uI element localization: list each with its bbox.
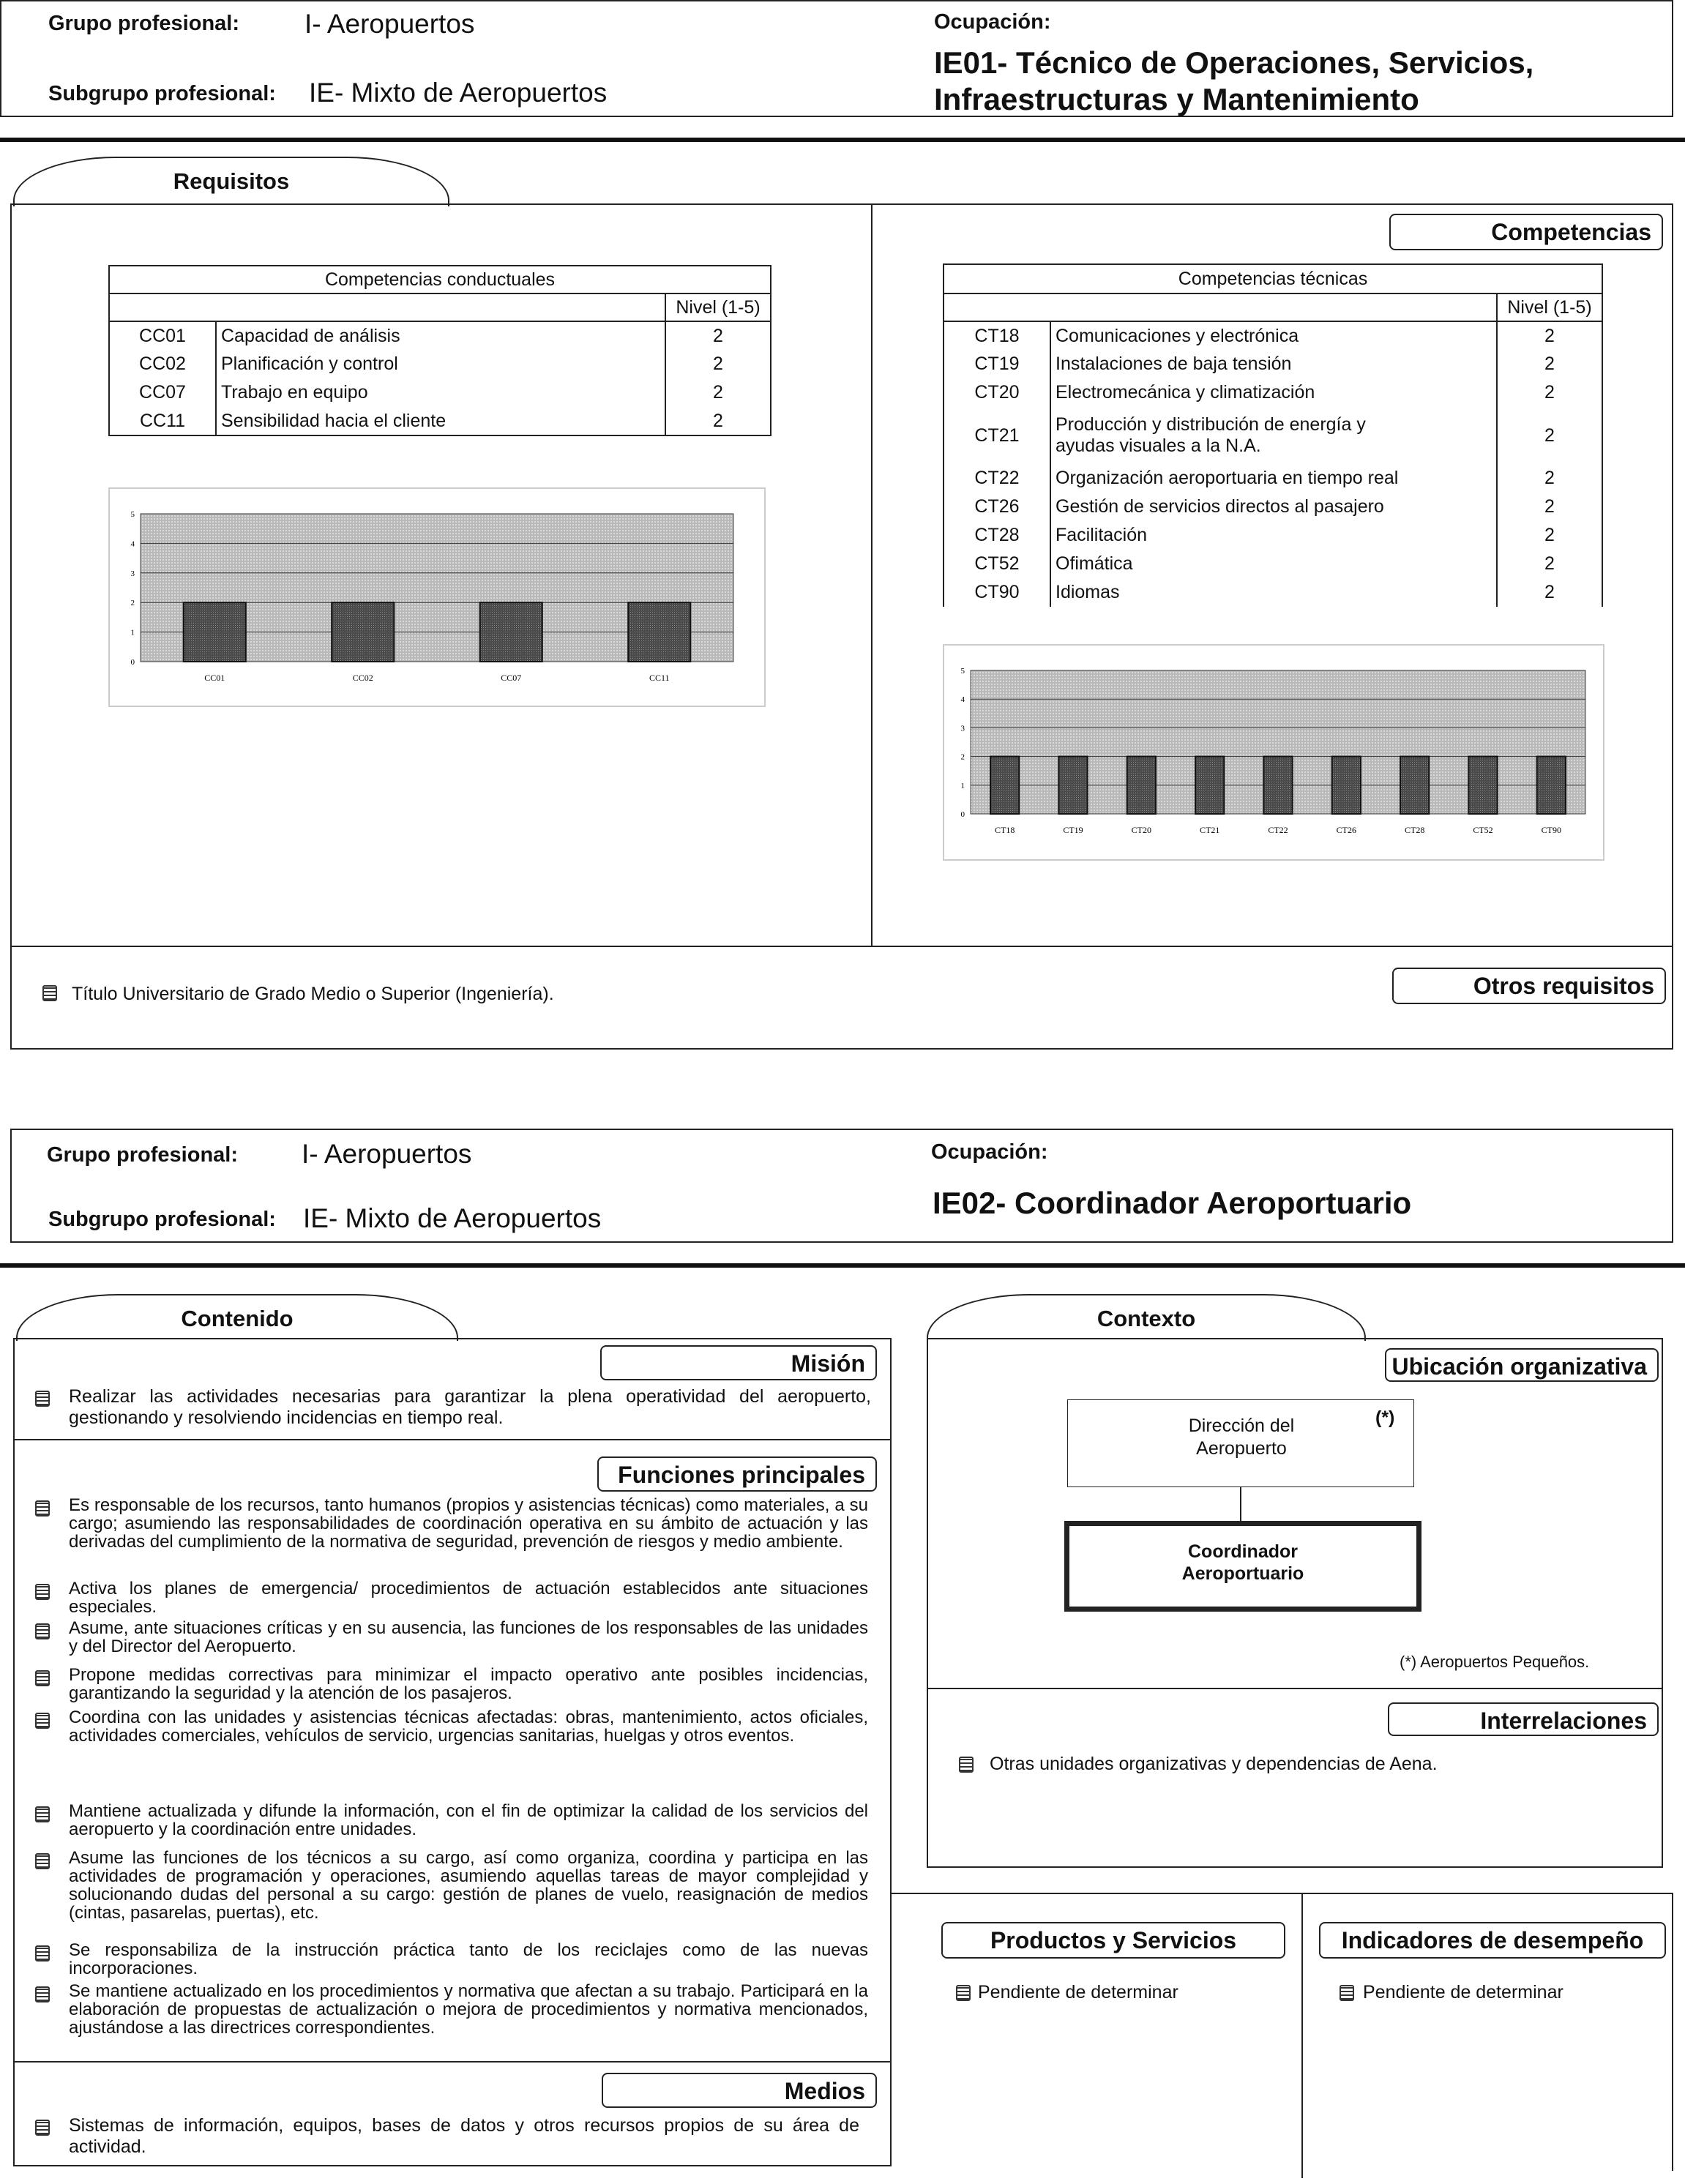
grupo-value: I- Aeropuertos (302, 1139, 472, 1169)
bullet-icon (35, 1806, 50, 1822)
y-tick-label: 4 (130, 539, 135, 549)
mision-text: Realizar las actividades necesarias para garantizar la plena operatividad del aeropuerto, gestionando y resolviendo incidencias en tiempo real. (69, 1386, 871, 1428)
funcion-item: Se mantiene actualizado en los procedimientos y normativa que afectan a su trabajo. Participará en la elaboración de propuestas de actualización o mejora de procedimientos y normativa mencionados, ajustándose a las directrices correspondientes. (69, 1981, 868, 2038)
funcion-item: Propone medidas correctivas para minimizar el impacto operativo ante posibles incidencias, garantizando la seguridad y la atención de los pasajeros. (69, 1665, 868, 1703)
competencia-code: CT26 (974, 496, 1020, 517)
competencia-name: Gestión de servicios directos al pasajero (1050, 493, 1497, 521)
indicadores-text: Pendiente de determinar (1363, 1982, 1563, 2002)
bar-ct22 (1263, 757, 1292, 814)
sheet2-header-box (10, 1129, 1673, 1243)
competencia-row (944, 493, 1602, 521)
divider (927, 1688, 1663, 1689)
x-tick-label: CC02 (352, 673, 373, 683)
org-connector (1240, 1487, 1241, 1522)
contenido-tab: Contenido (16, 1294, 458, 1341)
nivel-label: Nivel (1-5) (1497, 293, 1602, 321)
competencia-name: Trabajo en equipo (216, 378, 665, 407)
bar-cc11 (628, 602, 690, 662)
tecnicas-chart-svg (944, 646, 1606, 862)
y-tick-label: 4 (960, 695, 965, 705)
bar-ct19 (1058, 757, 1087, 814)
requisitos-tab: Requisitos (13, 157, 449, 206)
bullet-icon (35, 1670, 50, 1686)
competencia-row (109, 378, 771, 407)
conductuales-chart-svg (110, 489, 767, 708)
funcion-item: Coordina con las unidades y asistencias técnicas afectadas: obras, mantenimiento, actos oficiales, actividades comerciales, vehículos de servicio, urgencias sanitarias, huelgas y otros eventos. (69, 1708, 868, 1746)
divider (13, 2061, 892, 2063)
y-tick-label: 2 (130, 599, 135, 608)
ocupacion-label: Ocupación: (931, 1140, 1048, 1164)
funcion-item: Es responsable de los recursos, tanto humanos (propios y asistencias técnicas) como materiales, a su cargo; asumiendo las responsabilidades de coordinación operativa en su ámbito de actuación y las derivadas del cumplimiento de la normativa de seguridad, prevención de riesgos y medio ambiente. (69, 1495, 868, 1552)
y-tick-label: 3 (960, 724, 965, 733)
bullet-icon (956, 1985, 971, 2001)
competencia-level: 2 (1497, 407, 1602, 464)
x-tick-label: CT20 (1131, 825, 1152, 835)
conductuales-title: Competencias conductuales (324, 269, 556, 290)
org-child-label: Coordinador Aeroportuario (1181, 1541, 1304, 1584)
competencia-level: 2 (665, 350, 771, 378)
y-tick-label: 0 (130, 658, 135, 667)
competencia-level: 2 (1497, 493, 1602, 521)
conductuales-table (108, 265, 771, 436)
competencia-level: 2 (1497, 521, 1602, 550)
bullet-icon (35, 1623, 50, 1639)
competencia-code: CC02 (139, 354, 186, 374)
funcion-item: Asume las funciones de los técnicos a su cargo, así como organiza, coordina y participa en las actividades de programación y operaciones, asumiendo aquellas tareas de mayor complejidad y solucionando dudas del personal a su cargo: gestión de planes de vuelo, reasignación de medios (cintas, pasarelas, puertas), etc. (69, 1848, 868, 1923)
medios-text: Sistemas de información, equipos, bases de datos y otros recursos propios de su área de actividad. (69, 2115, 859, 2157)
x-tick-label: CT22 (1268, 825, 1288, 835)
interrelaciones-text: Otras unidades organizativas y dependencias de Aena. (990, 1754, 1438, 1774)
competencia-name: Facilitación (1050, 521, 1497, 550)
conductuales-chart (108, 487, 766, 707)
bar-ct21 (1195, 757, 1224, 814)
x-tick-label: CT19 (1063, 825, 1083, 835)
bullet-icon (35, 1986, 50, 2002)
competencia-row (109, 321, 771, 350)
x-tick-label: CC07 (501, 673, 522, 683)
x-tick-label: CT52 (1473, 825, 1493, 835)
bar-ct90 (1537, 757, 1566, 814)
subgrupo-label: Subgrupo profesional: (48, 1208, 276, 1231)
y-tick-label: 3 (130, 569, 135, 578)
competencia-level: 2 (665, 407, 771, 435)
bullet-icon (42, 985, 57, 1001)
competencia-name: Instalaciones de baja tensión (1050, 350, 1497, 378)
org-child-box (1064, 1521, 1421, 1612)
bullet-icon (35, 1500, 50, 1517)
y-tick-label: 1 (130, 628, 135, 637)
competencia-name-line: ayudas visuales a la N.A. (1056, 435, 1261, 456)
bottom-right-divider (1301, 1893, 1303, 2178)
bar-cc01 (184, 602, 246, 662)
competencia-row (944, 378, 1602, 407)
competencia-name: Electromecánica y climatización (1050, 378, 1497, 407)
bar-ct52 (1468, 757, 1497, 814)
x-tick-label: CT21 (1199, 825, 1220, 835)
competencia-code: CT18 (974, 325, 1020, 346)
ocupacion-value: IE02- Coordinador Aeroportuario (933, 1186, 1412, 1220)
y-tick-label: 0 (960, 810, 965, 819)
competencia-code: CT21 (974, 425, 1020, 446)
competencia-name (1050, 407, 1497, 464)
productos-text: Pendiente de determinar (978, 1982, 1178, 2002)
competencia-name: Ofimática (1050, 550, 1497, 578)
bullet-icon (35, 2120, 50, 2136)
bottom-right-edge (1672, 1893, 1673, 2171)
bar-ct28 (1400, 757, 1429, 814)
competencia-name-line: Producción y distribución de energía y (1056, 414, 1366, 435)
competencia-code: CT19 (974, 354, 1020, 374)
ubicacion-header: Ubicación organizativa (1385, 1348, 1659, 1382)
competencia-code: CT22 (974, 468, 1020, 488)
bar-ct26 (1332, 757, 1361, 814)
sheet1-header-box (0, 0, 1673, 117)
org-parent-box (1067, 1399, 1414, 1487)
competencia-code: CT52 (974, 553, 1020, 574)
competencia-code: CT20 (974, 382, 1020, 403)
sheet2-rule (0, 1263, 1685, 1268)
bullet-icon (959, 1757, 974, 1773)
competencia-row (944, 321, 1602, 350)
competencia-row (109, 407, 771, 435)
competencia-name: Capacidad de análisis (216, 321, 665, 350)
mision-header: Misión (600, 1345, 877, 1380)
bullet-icon (35, 1853, 50, 1869)
competencia-row (944, 550, 1602, 578)
funcion-item: Mantiene actualizada y difunde la información, con el fin de optimizar la calidad de los servicios del aeropuerto y la coordinación entre unidades. (69, 1801, 868, 1839)
funcion-item: Activa los planes de emergencia/ procedimientos de actuación establecidos ante situaciones especiales. (69, 1579, 868, 1617)
bar-ct20 (1127, 757, 1156, 814)
y-tick-label: 2 (960, 752, 965, 762)
bullet-icon (35, 1391, 50, 1407)
ocupacion-label: Ocupación: (934, 10, 1051, 34)
otros-requisitos-text: Título Universitario de Grado Medio o Superior (Ingeniería). (72, 984, 554, 1004)
competencia-level: 2 (1497, 578, 1602, 607)
x-tick-label: CT28 (1404, 825, 1425, 835)
productos-header: Productos y Servicios (941, 1922, 1285, 1959)
bar-ct18 (990, 757, 1019, 814)
subgrupo-value: IE- Mixto de Aeropuertos (303, 1203, 602, 1233)
competencias-header: Competencias (1389, 214, 1663, 250)
competencia-row (109, 350, 771, 378)
competencia-level: 2 (1497, 321, 1602, 350)
y-tick-label: 5 (130, 510, 135, 519)
tecnicas-table (943, 263, 1603, 607)
grupo-label: Grupo profesional: (47, 1143, 238, 1167)
bullet-icon (35, 1584, 50, 1600)
subgrupo-label: Subgrupo profesional: (48, 82, 276, 105)
panel-divider (871, 203, 873, 947)
competencia-level: 2 (665, 321, 771, 350)
competencia-row (944, 578, 1602, 607)
org-note: (*) Aeropuertos Pequeños. (1400, 1653, 1590, 1671)
x-tick-label: CT90 (1541, 825, 1562, 835)
competencia-name: Comunicaciones y electrónica (1050, 321, 1497, 350)
otros-requisitos-header: Otros requisitos (1392, 968, 1666, 1004)
competencia-name: Sensibilidad hacia el cliente (216, 407, 665, 435)
competencia-name: Organización aeroportuaria en tiempo real (1050, 464, 1497, 493)
competencia-level: 2 (665, 378, 771, 407)
org-parent-label: Dirección del Aeropuerto (1188, 1416, 1295, 1459)
bar-cc07 (480, 602, 542, 662)
bullet-icon (35, 1713, 50, 1729)
tecnicas-chart (943, 644, 1604, 861)
indicadores-header: Indicadores de desempeño (1319, 1922, 1666, 1959)
competencia-row (944, 521, 1602, 550)
funciones-header: Funciones principales (597, 1456, 877, 1492)
ocupacion-line1: IE01- Técnico de Operaciones, Servicios, (934, 45, 1534, 80)
x-tick-label: CT18 (994, 825, 1015, 835)
competencia-row (944, 407, 1602, 464)
competencia-level: 2 (1497, 550, 1602, 578)
y-tick-label: 1 (960, 781, 965, 790)
contexto-tab: Contexto (927, 1294, 1366, 1341)
grupo-value: I- Aeropuertos (305, 9, 475, 39)
competencia-code: CT90 (974, 582, 1020, 602)
competencia-name: Idiomas (1050, 578, 1497, 607)
competencia-level: 2 (1497, 350, 1602, 378)
competencia-code: CT28 (974, 525, 1020, 545)
tecnicas-title: Competencias técnicas (1178, 268, 1368, 289)
competencia-row (944, 464, 1602, 493)
divider (13, 1439, 892, 1440)
interrelaciones-header: Interrelaciones (1388, 1702, 1659, 1736)
sheet1-rule (0, 138, 1685, 142)
competencia-code: CC07 (139, 382, 186, 403)
org-parent-mark: (*) (1375, 1407, 1395, 1428)
bullet-icon (1340, 1985, 1354, 2001)
bottom-right-top-rule (892, 1893, 1673, 1894)
competencia-code: CC01 (139, 325, 186, 346)
x-tick-label: CC11 (649, 673, 670, 683)
grupo-label: Grupo profesional: (48, 12, 239, 35)
subgrupo-value: IE- Mixto de Aeropuertos (309, 78, 608, 108)
x-tick-label: CC01 (204, 673, 225, 683)
funcion-item: Se responsabiliza de la instrucción práctica tanto de los reciclajes como de las nuevas incorporaciones. (69, 1940, 868, 1978)
competencia-name: Planificación y control (216, 350, 665, 378)
bullet-icon (35, 1945, 50, 1962)
nivel-label: Nivel (1-5) (665, 293, 771, 321)
x-tick-label: CT26 (1336, 825, 1357, 835)
competencia-row (944, 350, 1602, 378)
funcion-item: Asume, ante situaciones críticas y en su ausencia, las funciones de los responsables de las unidades y del Director del Aeropuerto. (69, 1618, 868, 1656)
competencia-code: CC11 (139, 410, 186, 431)
medios-header: Medios (602, 2073, 877, 2108)
y-tick-label: 5 (960, 667, 965, 676)
ocupacion-line2: Infraestructuras y Mantenimiento (934, 82, 1419, 116)
bar-cc02 (332, 602, 394, 662)
competencia-level: 2 (1497, 378, 1602, 407)
competencia-level: 2 (1497, 464, 1602, 493)
